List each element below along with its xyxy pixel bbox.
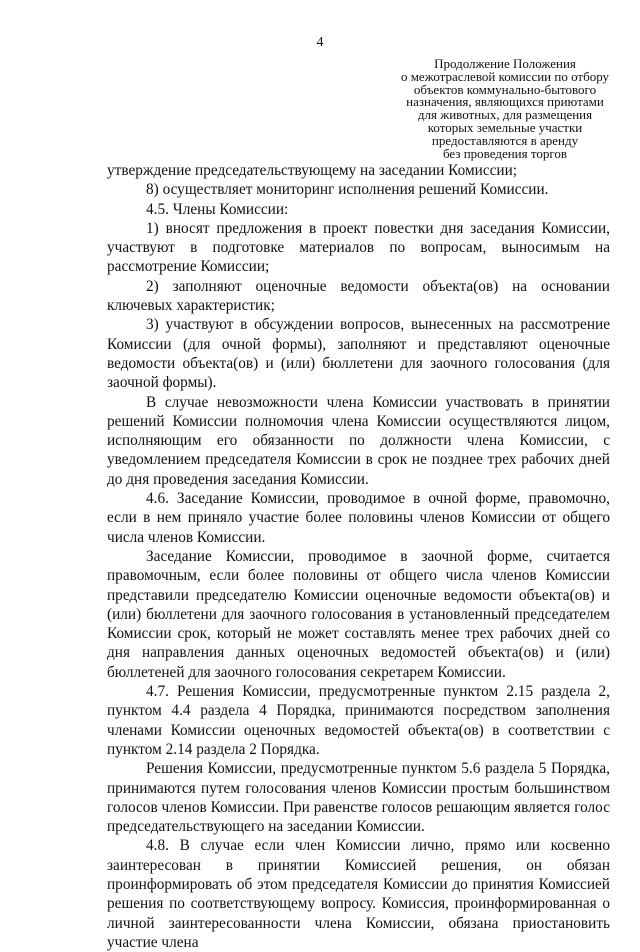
header-line: назначения, являющихся приютами <box>406 94 604 110</box>
page-number: 4 <box>316 35 324 50</box>
paragraph: 3) участвуют в обсуждении вопросов, вынесенных на рассмотрение Комиссии (для очной формы), заполняют и представляют оценочные ведомости объекта(ов) и (или) бюллетени для заочного голосования (для заочной формы). <box>107 316 610 392</box>
paragraph: 2) заполняют оценочные ведомости объекта(ов) на основании ключевых характеристик; <box>107 277 610 315</box>
header-line: объектов коммунально-бытового <box>413 81 597 97</box>
paragraph: 4.7. Решения Комиссии, предусмотренные пунктом 2.15 раздела 2, пунктом 4.4 раздела 4 Порядка, принимаются посредством заполнения членами Комиссии оценочных ведомостей объекта(ов) в соответствии с пунктом 2.14 раздела 2 Порядка. <box>107 683 610 758</box>
paragraph: Решения Комиссии, предусмотренные пунктом 5.6 раздела 5 Порядка, принимаются путем голосования членов Комиссии простым большинством голосов членов Комиссии. При равенстве голосов решающим является голос председательствующего на заседании Комиссии. <box>107 760 610 836</box>
header-line: без проведения торгов <box>442 145 568 161</box>
paragraph: 4.5. Члены Комиссии: <box>146 200 289 218</box>
header-line: Продолжение Положения <box>434 56 576 71</box>
document-body <box>107 161 610 952</box>
paragraph: 4.8. В случае если член Комиссии лично, прямо или косвенно заинтересован в принятии Комиссией решения, он обязан проинформировать об этом председателя Комиссии до принятия Комиссией решения по соответствующему вопросу. Комиссия, проинформированная о личной заинтересованности члена Комиссии, обязана приостановить участие члена <box>107 837 610 951</box>
paragraph: Заседание Комиссии, проводимое в заочной форме, считается правомочным, если более половины от общего числа членов Комиссии представили председателю Комиссии оценочные ведомости объекта(ов) и (или) бюллетени для заочного голосования в установленный председателем Комиссии срок, который не может составлять менее трех рабочих дней со дня направления данных оценочных ведомостей объекта(ов) и (или) бюллетеней для заочного голосования секретарем Комиссии. <box>107 547 610 681</box>
paragraph: 4.6. Заседание Комиссии, проводимое в очной форме, правомочно, если в нем приняло участие более половины членов Комиссии от общего числа членов Комиссии. <box>107 490 610 546</box>
paragraph: 1) вносят предложения в проект повестки дня заседания Комиссии, участвуют в подготовке материалов по вопросам, выносимым на рассмотрение Комиссии; <box>107 219 610 276</box>
header-line: которых земельные участки <box>427 119 583 135</box>
paragraph: 8) осуществляет мониторинг исполнения решений Комиссии. <box>146 181 549 199</box>
paragraph: утверждение председательствующему на заседании Комиссии; <box>107 162 518 179</box>
header-line: о межотраслевой комиссии по отбору <box>400 68 610 84</box>
paragraph: В случае невозможности члена Комиссии участвовать в принятии решений Комиссии полномочия члена Комиссии осуществляются лицом, исполняющим его обязанности по должности члена Комиссии, с уведомлением председателя Комиссии в срок не позднее трех рабочих дней до дня проведения заседания Комиссии. <box>107 393 610 488</box>
header-line: предоставляются в аренду <box>431 132 579 148</box>
header-line: для животных, для размещения <box>417 107 593 123</box>
continuation-header <box>364 58 640 160</box>
